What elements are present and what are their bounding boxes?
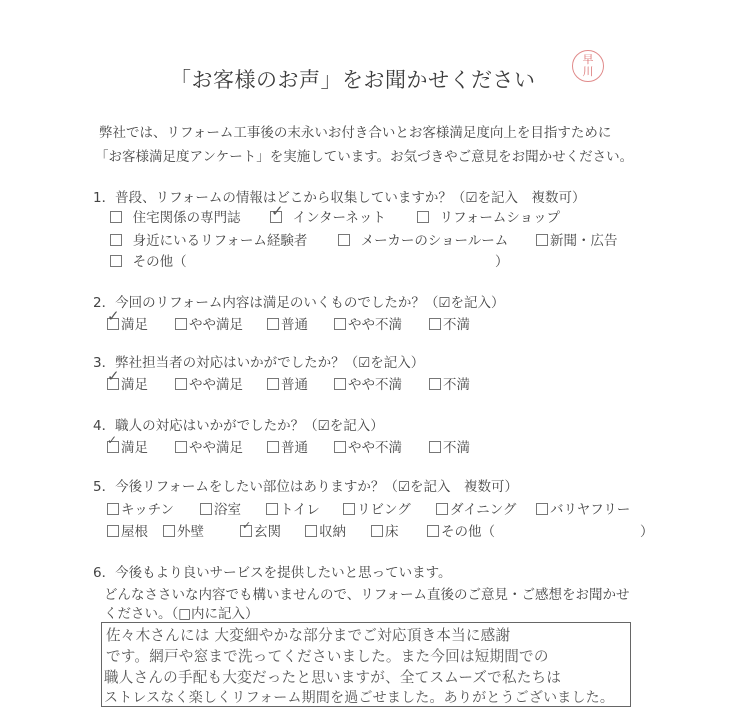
q5-option-toilet[interactable] (266, 498, 320, 518)
question-6-sub-1: どんなささいな内容でも構いませんので、リフォーム直後のご意見・ご感想をお聞かせ (104, 587, 630, 603)
checkbox[interactable] (163, 525, 175, 537)
option-label: やや満足 (189, 440, 243, 456)
comment-line-4: ストレスなく楽しくリフォーム期間を過ごせました。ありがとうございました。 (104, 690, 615, 706)
q5-option-dining[interactable] (436, 498, 516, 518)
option-label: 普通 (281, 377, 308, 393)
checkbox[interactable] (267, 441, 279, 453)
checkbox[interactable] (429, 441, 441, 453)
option-label: その他（ (441, 524, 495, 540)
check-mark-icon: ✓ (107, 433, 118, 447)
comment-line-3: 職人さんの手配も大変だったと思いますが、全てスムーズで私たちは (104, 669, 562, 686)
q1-option-showroom[interactable] (338, 229, 508, 249)
checkbox[interactable] (175, 378, 187, 390)
checkbox[interactable] (417, 211, 429, 223)
q3-option-somewhat-dissatisfied[interactable] (334, 373, 402, 393)
checkbox-checked[interactable] (107, 367, 120, 390)
checkbox[interactable] (110, 234, 122, 246)
checkbox[interactable] (371, 525, 383, 537)
q5-option-living[interactable] (343, 498, 411, 518)
q4-option-neutral[interactable] (267, 436, 308, 456)
option-label: ダイニング (450, 502, 517, 518)
option-label: 住宅関係の専門誌 (132, 210, 241, 226)
q1-option-other[interactable] (110, 250, 187, 270)
q1-option-newspaper[interactable] (536, 229, 618, 249)
check-mark-icon: ✓ (242, 519, 252, 532)
checkbox[interactable] (429, 378, 441, 390)
q1-option-acquaintance[interactable] (110, 229, 307, 249)
option-label: 身近にいるリフォーム経験者 (132, 233, 308, 249)
checkbox[interactable] (334, 318, 346, 330)
option-label: 満足 (121, 377, 148, 393)
stamp-char-1: 早 (582, 53, 594, 66)
q5-other-close-paren: ） (640, 524, 654, 540)
question-6-sub-2: ください。（□内に記入） (104, 606, 259, 622)
option-label: やや満足 (189, 377, 243, 393)
checkbox[interactable] (429, 318, 441, 330)
checkbox[interactable] (107, 525, 119, 537)
checkbox-checked[interactable] (107, 307, 120, 330)
question-5: 5．今後リフォームをしたい部位はありますか？（☑を記入 複数可） (93, 479, 519, 495)
q5-option-barrier-free[interactable] (536, 498, 630, 518)
q4-option-somewhat-dissatisfied[interactable] (334, 436, 402, 456)
checkbox[interactable] (334, 441, 346, 453)
intro-line-1: 弊社では、リフォーム工事後の末永いお付き合いとお客様満足度向上を目指すために (99, 125, 612, 141)
q1-other-close-paren: ） (495, 254, 509, 270)
q3-option-neutral[interactable] (267, 373, 308, 393)
option-label: 満足 (121, 317, 148, 333)
option-label: やや不満 (348, 377, 402, 393)
checkbox[interactable] (536, 503, 548, 515)
option-label: 床 (385, 524, 399, 540)
checkbox[interactable] (267, 318, 279, 330)
q3-option-somewhat-satisfied[interactable] (175, 373, 243, 393)
question-1: 1．普段、リフォームの情報はどこから収集していますか？（☑を記入 複数可） (93, 190, 586, 206)
check-mark-icon: ✓ (107, 367, 120, 385)
checkbox[interactable] (266, 503, 278, 515)
intro-line-2: 「お客様満足度アンケート」を実施しています。お気づきやご意見をお聞かせください。 (95, 149, 634, 165)
q5-option-storage[interactable] (305, 520, 346, 540)
check-mark-icon: ✓ (107, 307, 120, 325)
q4-option-dissatisfied[interactable] (429, 436, 470, 456)
checkbox[interactable] (436, 503, 448, 515)
q5-option-exterior-wall[interactable] (163, 520, 204, 540)
comment-line-1: 佐々木さんには 大変細やかな部分までご対応頂き本当に感謝 (106, 627, 511, 644)
checkbox-checked[interactable] (240, 519, 252, 537)
option-label: キッチン (121, 502, 175, 518)
q5-option-kitchen[interactable] (107, 498, 174, 518)
checkbox[interactable] (107, 503, 119, 515)
option-label: バリヤフリー (550, 502, 631, 518)
option-label: リフォームショップ (439, 210, 561, 226)
checkbox-checked[interactable] (270, 202, 284, 223)
question-3: 3．弊社担当者の対応はいかがでしたか？（☑を記入） (93, 355, 425, 371)
checkbox-checked[interactable] (107, 433, 119, 453)
page-title: 「お客様のお声」をお聞かせください (170, 68, 536, 92)
option-label: 屋根 (121, 524, 148, 540)
stamp-char-2: 川 (582, 65, 594, 78)
q5-option-bathroom[interactable] (200, 498, 241, 518)
q3-option-satisfied[interactable] (107, 367, 148, 393)
option-label: 新聞・広告 (550, 233, 618, 249)
option-label: 満足 (121, 440, 148, 456)
checkbox[interactable] (110, 255, 122, 267)
option-label: やや不満 (348, 440, 402, 456)
checkbox[interactable] (338, 234, 350, 246)
option-label: インターネット (292, 210, 386, 226)
option-label: 浴室 (214, 502, 241, 518)
q4-option-somewhat-satisfied[interactable] (175, 436, 243, 456)
comment-line-2: です。網戸や窓まで洗ってくださいました。また今回は短期間での (106, 648, 549, 665)
option-label: リビング (357, 502, 411, 518)
checkbox[interactable] (175, 441, 187, 453)
option-label: 玄関 (254, 524, 281, 540)
q1-option-reform-shop[interactable] (417, 206, 560, 226)
checkbox[interactable] (110, 211, 122, 223)
q3-option-dissatisfied[interactable] (429, 373, 470, 393)
checkbox[interactable] (267, 378, 279, 390)
option-label: 普通 (281, 440, 308, 456)
checkbox[interactable] (200, 503, 212, 515)
question-6: 6．今後もより良いサービスを提供したいと思っています。 (93, 565, 452, 581)
check-mark-icon: ✓ (271, 202, 284, 220)
q2-option-neutral[interactable] (267, 313, 308, 333)
q5-option-floor[interactable] (371, 520, 399, 540)
q5-option-other[interactable] (427, 520, 495, 540)
option-label: その他（ (132, 254, 187, 270)
option-label: メーカーのショールーム (360, 233, 509, 249)
q5-option-roof[interactable] (107, 520, 148, 540)
option-label: 不満 (443, 317, 470, 333)
option-label: 収納 (319, 524, 346, 540)
option-label: 不満 (443, 377, 470, 393)
checkbox[interactable] (334, 378, 346, 390)
checkbox[interactable] (343, 503, 355, 515)
option-label: トイレ (280, 502, 320, 518)
question-4: 4．職人の対応はいかがでしたか？（☑を記入） (93, 418, 384, 434)
checkbox[interactable] (536, 234, 548, 246)
checkbox[interactable] (175, 318, 187, 330)
q1-option-internet[interactable] (270, 202, 386, 226)
q1-option-magazine[interactable] (110, 206, 241, 226)
hanko-stamp (572, 50, 604, 82)
q5-option-entrance[interactable] (240, 520, 281, 540)
option-label: 不満 (443, 440, 470, 456)
q4-option-satisfied[interactable] (107, 433, 148, 456)
q2-option-dissatisfied[interactable] (429, 313, 470, 333)
question-2: 2．今回のリフォーム内容は満足のいくものでしたか？（☑を記入） (93, 295, 505, 311)
q2-option-somewhat-dissatisfied[interactable] (334, 313, 402, 333)
q2-option-somewhat-satisfied[interactable] (175, 313, 243, 333)
checkbox[interactable] (427, 525, 439, 537)
option-label: 普通 (281, 317, 308, 333)
option-label: やや満足 (189, 317, 243, 333)
option-label: やや不満 (348, 317, 402, 333)
option-label: 外壁 (177, 524, 204, 540)
checkbox[interactable] (305, 525, 317, 537)
q2-option-satisfied[interactable] (107, 307, 148, 333)
